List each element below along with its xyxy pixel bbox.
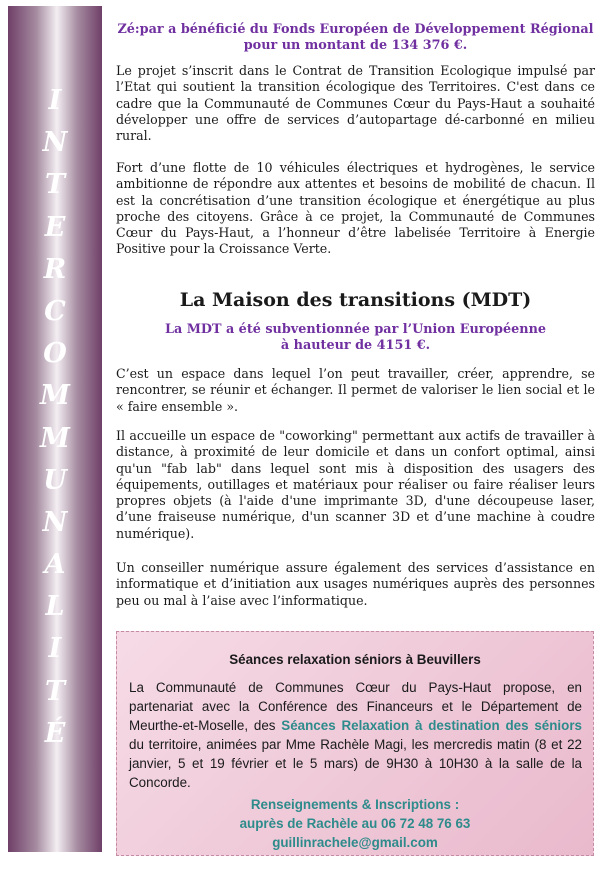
contact-heading: Renseignements & Inscriptions : xyxy=(250,797,460,812)
side-letter: N xyxy=(42,506,68,538)
relaxation-text-before: La Communauté de Communes Cœur du Pays-Haut propose, en partenariat avec la Conférence des Financeurs et le Département de Meurthe-et-Moselle, des xyxy=(129,680,582,733)
contact-email[interactable]: guillinrachele@gmail.com xyxy=(272,835,438,850)
side-letter: A xyxy=(44,549,66,581)
mdt-funding-line1: La MDT a été subventionnée par l’Union Européenne xyxy=(164,322,547,337)
side-letter: N xyxy=(42,127,68,159)
zepar-funding-line2: pour un montant de 134 376 €. xyxy=(243,38,468,53)
mdt-funding-notice xyxy=(116,322,595,354)
relaxation-highlight: Séances Relaxation à destination des séniors xyxy=(281,718,582,733)
mdt-paragraph: Il accueille un espace de "coworking" permettant aux actifs de travailler à distance, à proximité de leur domicile et dans un confort optimal, ainsi qu'un "fab lab" dans lequel sont mis à disposition des usagers des équipements, outillages et matériaux pour réaliser ou faire réaliser leurs propres objets (à l'aide d'une imprimante 3D, d'une découpeuse laser, d’une fraiseuse numérique, d'un scanner 3D et d’une machine à coudre numérique). xyxy=(116,428,595,541)
relaxation-title: Séances relaxation séniors à Beuvillers xyxy=(229,652,481,667)
mdt-funding-line2: à hauteur de 4151 €. xyxy=(280,338,431,353)
contact-phone: auprès de Rachèle au 06 72 48 76 63 xyxy=(239,816,471,831)
side-letter: I xyxy=(48,85,62,116)
side-letter: M xyxy=(40,422,70,454)
side-letter: T xyxy=(44,675,66,707)
side-letter: L xyxy=(45,591,65,623)
side-letter: U xyxy=(43,464,67,496)
side-title xyxy=(8,80,102,755)
side-banner xyxy=(8,6,102,852)
side-letter: R xyxy=(43,253,67,285)
zepar-paragraph: Le projet s’inscrit dans le Contrat de Transition Ecologique impulsé par l’Etat qui soutient la transition écologique des Territoires. C'est dans ce cadre que la Communauté de Communes Cœur du Pays-Haut a souhaité développer une offre de services d’autopartage dé-carbonné en milieu rural. xyxy=(116,63,595,144)
zepar-funding-line1: Zé:par a bénéficié du Fonds Européen de Développement Régional xyxy=(117,22,594,37)
side-letter: C xyxy=(44,295,66,327)
relaxation-description xyxy=(129,678,582,792)
side-letter: T xyxy=(44,169,66,201)
relaxation-contact xyxy=(117,795,593,852)
side-letter: M xyxy=(40,380,70,412)
side-letter: E xyxy=(44,211,66,243)
side-letter: O xyxy=(43,338,67,370)
side-letter: É xyxy=(44,717,66,749)
zepar-funding-notice xyxy=(116,22,595,54)
mdt-paragraph: C’est un espace dans lequel l’on peut travailler, créer, apprendre, se rencontrer, se réunir et échanger. Il permet de valoriser le lien social et le « faire ensemble ». xyxy=(116,366,595,414)
side-letter: I xyxy=(48,633,62,665)
zepar-paragraph: Fort d’une flotte de 10 véhicules électriques et hydrogènes, le service ambitionne de répondre aux attentes et besoins de mobilité de chacun. Il est la concrétisation d’une transition écologique et énergétique au plus proche des citoyens. Grâce à ce projet, la Communauté de Communes Cœur du Pays-Haut, a l’honneur d’être labelisée Territoire à Energie Positive pour la Croissance Verte. xyxy=(116,160,595,257)
mdt-paragraph: Un conseiller numérique assure également des services d’assistance en informatique et d’initiation aux usages numériques auprès des personnes peu ou mal à l’aise avec l’informatique. xyxy=(116,560,595,608)
mdt-title: La Maison des transitions (MDT) xyxy=(179,289,532,311)
relaxation-text-after: du territoire, animées par Mme Rachèle Magi, les mercredis matin (8 et 22 janvier, 5 et 19 février et le 5 mars) de 9H30 à 10H30 à la salle de la Concorde. xyxy=(129,737,582,790)
relaxation-box xyxy=(116,631,594,856)
